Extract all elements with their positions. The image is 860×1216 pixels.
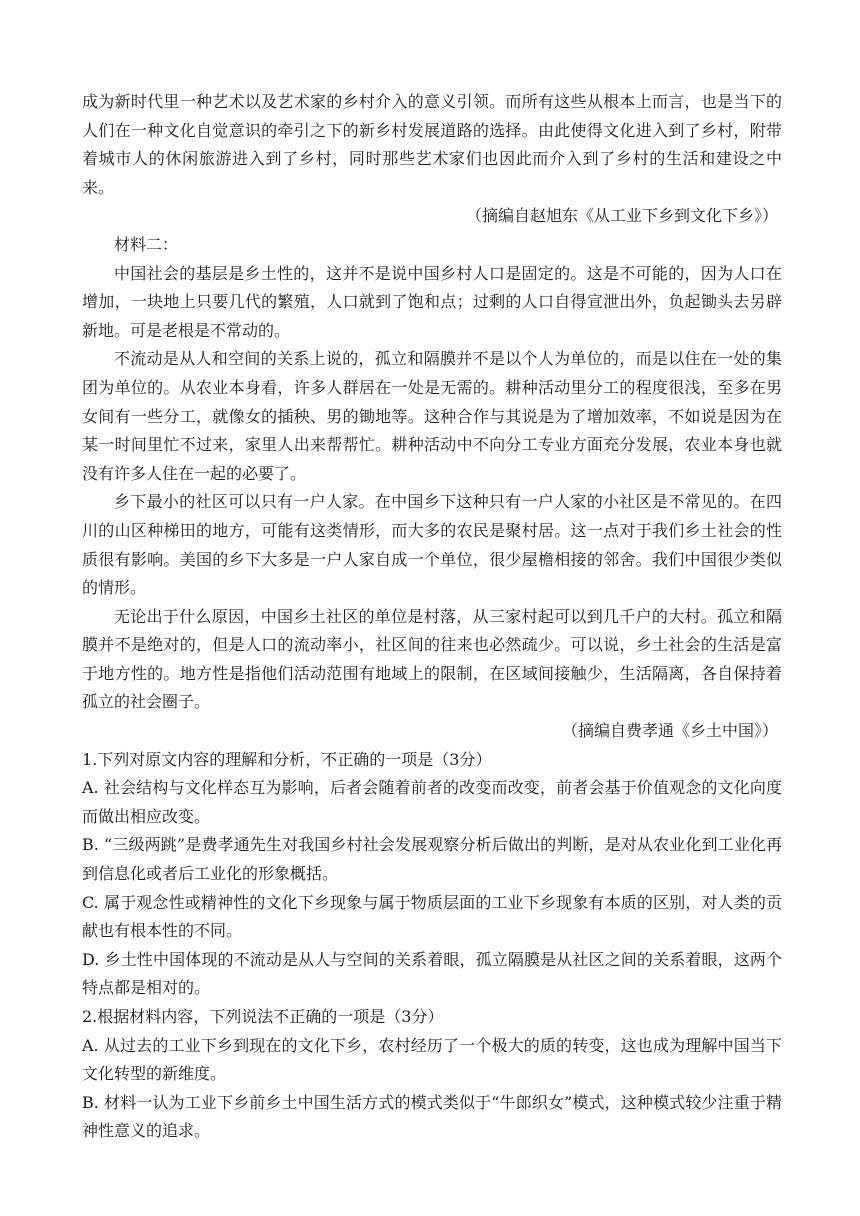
question-1-stem: 1.下列对原文内容的理解和分析，不正确的一项是（3分） — [82, 749, 492, 769]
material2-paragraph-3: 乡下最小的社区可以只有一户人家。在中国乡下这种只有一户人家的小社区是不常见的。在四川的山区种梯田的地方，可能有这类情形，而大多的农民是聚村居。这一点对于我们乡土社会的性质很有影响。美国的乡下大多是一户人家自成一个单位，很少屋檐相接的邻舍。我们中国很少类似的情形。 — [82, 492, 782, 598]
question-1 — [82, 746, 782, 1003]
material2-paragraph-2: 不流动是从人和空间的关系上说的，孤立和隔膜并不是以个人为单位的，而是以住在一处的集团为单位的。从农业本身看，许多人群居在一处是无需的。耕种活动里分工的程度很浅，至多在男女间有一些分工，就像女的插秧、男的锄地等。这种合作与其说是为了增加效率，不如说是因为在某一时间里忙不过来，家里人出来帮帮忙。耕种活动中不向分工专业方面充分发展，农业本身也就没有许多人住在一起的必要了。 — [82, 349, 782, 483]
source-citation-1: （摘编自赵旭东《从工业下乡到文化下乡》） — [465, 206, 778, 226]
question-1-option-c: C. 属于观念性或精神性的文化下乡现象与属于物质层面的工业下乡现象有本质的区别，对人类的贡献也有根本性的不同。 — [82, 892, 782, 941]
intro-paragraph: 成为新时代里一种艺术以及艺术家的乡村介入的意义引领。而所有这些从根本上而言，也是当下的人们在一种文化自觉意识的牵引之下的新乡村发展道路的选择。由此使得文化进入到了乡村，附带着城市人的休闲旅游进入到了乡村，同时那些艺术家们也因此而介入到了乡村的生活和建设之中来。 — [82, 92, 782, 197]
source-citation-2: （摘编自费孝通《乡土中国》） — [561, 721, 778, 741]
material2-paragraph-4: 无论出于什么原因，中国乡土社区的单位是村落，从三家村起可以到几千户的大村。孤立和隔膜并不是绝对的，但是人口的流动率小，社区间的往来也必然疏少。可以说，乡土社会的生活是富于地方性的。地方性是指他们活动范围有地域上的限制，在区域间接触少，生活隔离，各自保持着孤立的社会圈子。 — [82, 606, 782, 712]
question-1-option-b: B. “三级两跳”是费孝通先生对我国乡村社会发展观察分析后做出的判断，是对从农业化到工业化再到信息化或者后工业化的形象概括。 — [82, 835, 782, 884]
question-2-option-a: A. 从过去的工业下乡到现在的文化下乡，农村经历了一个极大的质的转变，这也成为理解中国当下文化转型的新维度。 — [82, 1035, 782, 1084]
question-1-option-d: D. 乡土性中国体现的不流动是从人与空间的关系着眼，孤立隔膜是从社区之间的关系着眼，这两个特点都是相对的。 — [82, 949, 782, 998]
material2-paragraph-1: 中国社会的基层是乡土性的，这并不是说中国乡村人口是固定的。这是不可能的，因为人口在增加，一块地上只要几代的繁殖，人口就到了饱和点；过剩的人口自得宣泄出外，负起锄头去另辟新地。可是老根是不常动的。 — [82, 263, 782, 340]
question-2 — [82, 1003, 782, 1146]
document-page — [82, 88, 782, 1146]
question-2-option-b: B. 材料一认为工业下乡前乡土中国生活方式的模式类似于“牛郎织女”模式，这种模式较少注重于精神性意义的追求。 — [82, 1092, 782, 1141]
question-1-option-a: A. 社会结构与文化样态互为影响，后者会随着前者的改变而改变，前者会基于价值观念的文化向度而做出相应改变。 — [82, 778, 782, 826]
question-2-stem: 2.根据材料内容，下列说法不正确的一项是（3分） — [82, 1007, 444, 1026]
material2-title: 材料二： — [114, 234, 179, 254]
